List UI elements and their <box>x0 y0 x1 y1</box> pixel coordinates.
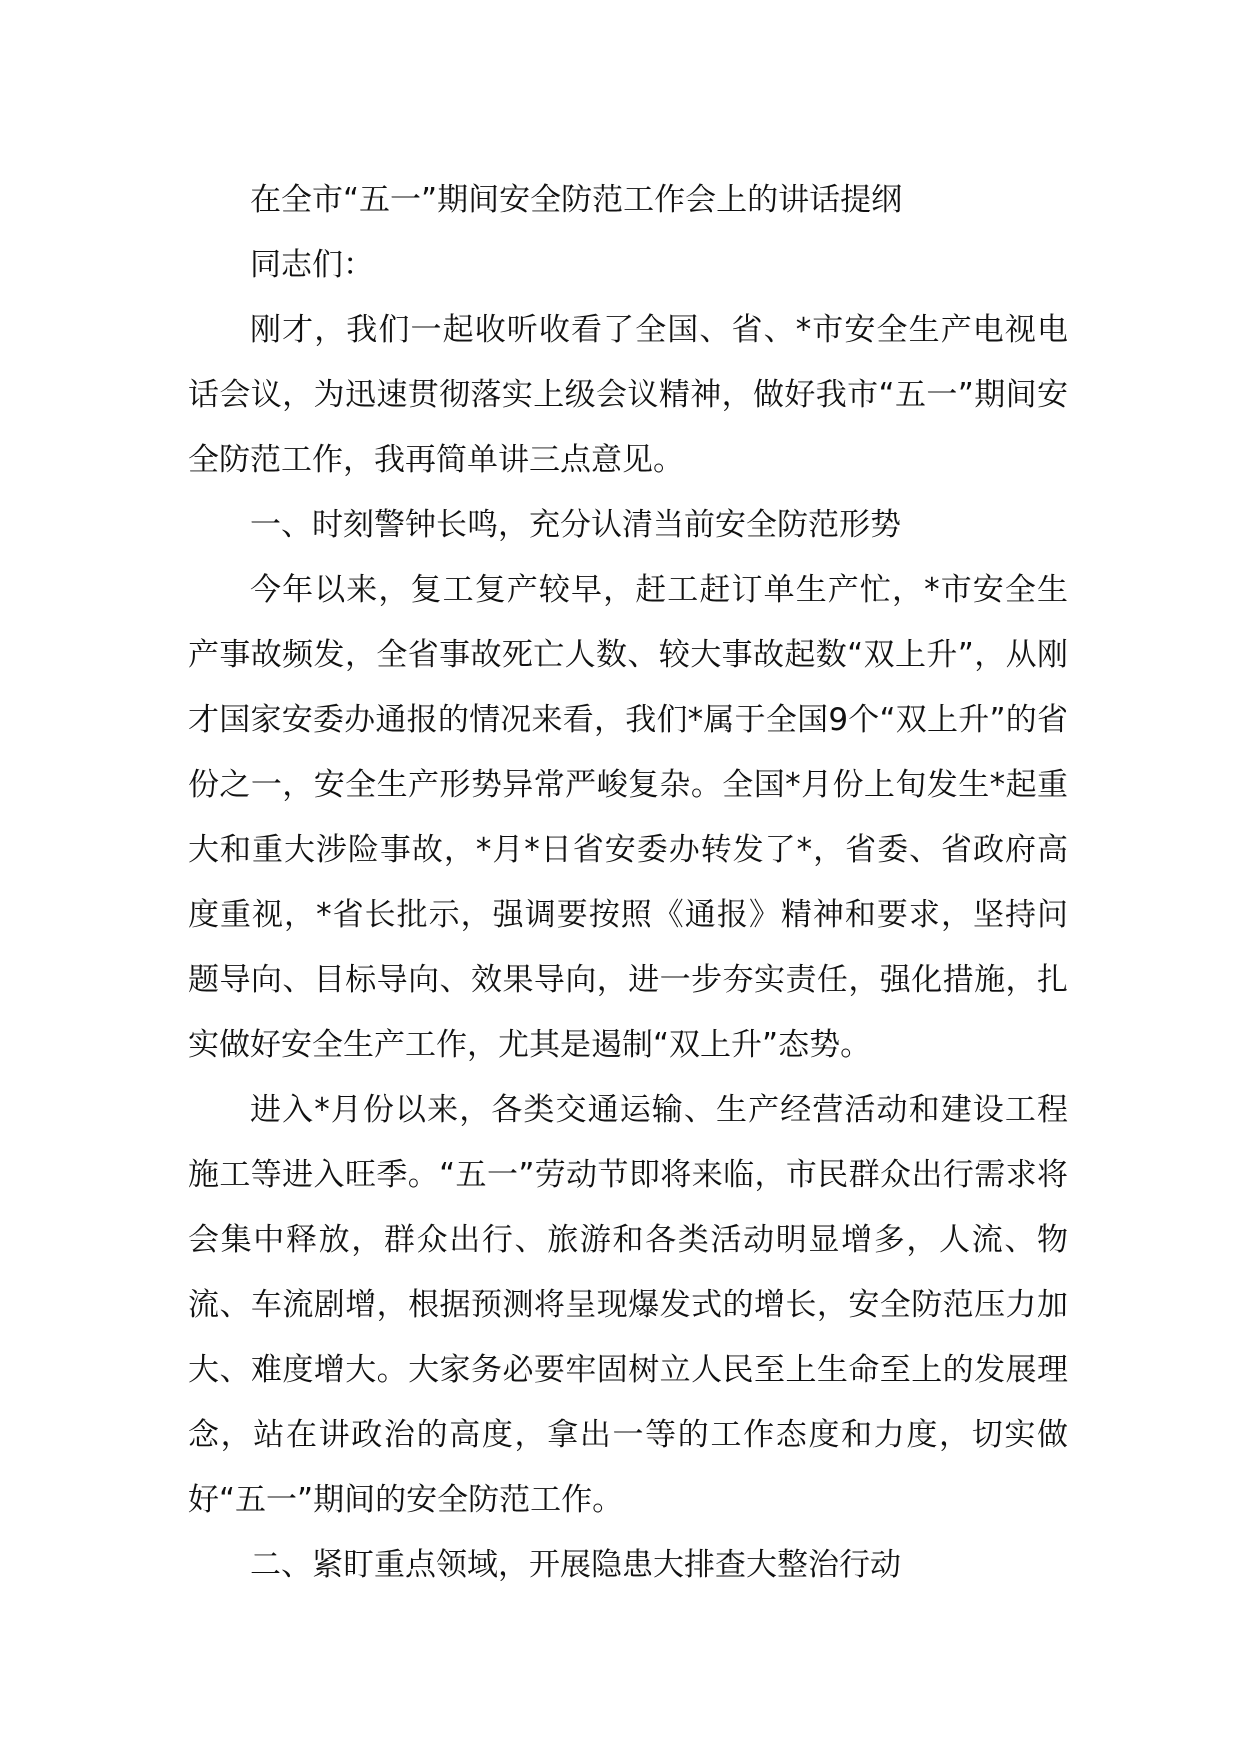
document-title: 在全市“五一”期间安全防范工作会上的讲话提纲 <box>250 182 903 218</box>
paragraph-intro: 刚才，我们一起收听收看了全国、省、*市安全生产电视电话会议，为迅速贯彻落实上级会议精神，做好我市“五一”期间安全防范工作，我再简单讲三点意见。 <box>188 312 1068 478</box>
salutation: 同志们： <box>250 247 374 283</box>
paragraph-may-day: 进入*月份以来，各类交通运输、生产经营活动和建设工程施工等进入旺季。“五一”劳动节即将来临，市民群众出行需求将会集中释放，群众出行、旅游和各类活动明显增多，人流、物流、车流剧增，根据预测将呈现爆发式的增长，安全防范压力加大、难度增大。大家务必要牢固树立人民至上生命至上的发展理念，站在讲政治的高度，拿出一等的工作态度和力度，切实做好“五一”期间的安全防范工作。 <box>188 1092 1068 1518</box>
document-body <box>188 168 1068 1598</box>
paragraph-situation: 今年以来，复工复产较早，赶工赶订单生产忙，*市安全生产事故频发，全省事故死亡人数、较大事故起数“双上升”，从刚才国家安委办通报的情况来看，我们*属于全国9个“双上升”的省份之一，安全生产形势异常严峻复杂。全国*月份上旬发生*起重大和重大涉险事故，*月*日省安委办转发了*，省委、省政府高度重视，*省长批示，强调要按照《通报》精神和要求，坚持问题导向、目标导向、效果导向，进一步夯实责任，强化措施，扎实做好安全生产工作，尤其是遏制“双上升”态势。 <box>188 572 1068 1063</box>
section-heading-1: 一、时刻警钟长鸣，充分认清当前安全防范形势 <box>250 507 901 543</box>
section-heading-2: 二、紧盯重点领域，开展隐患大排查大整治行动 <box>250 1547 901 1583</box>
